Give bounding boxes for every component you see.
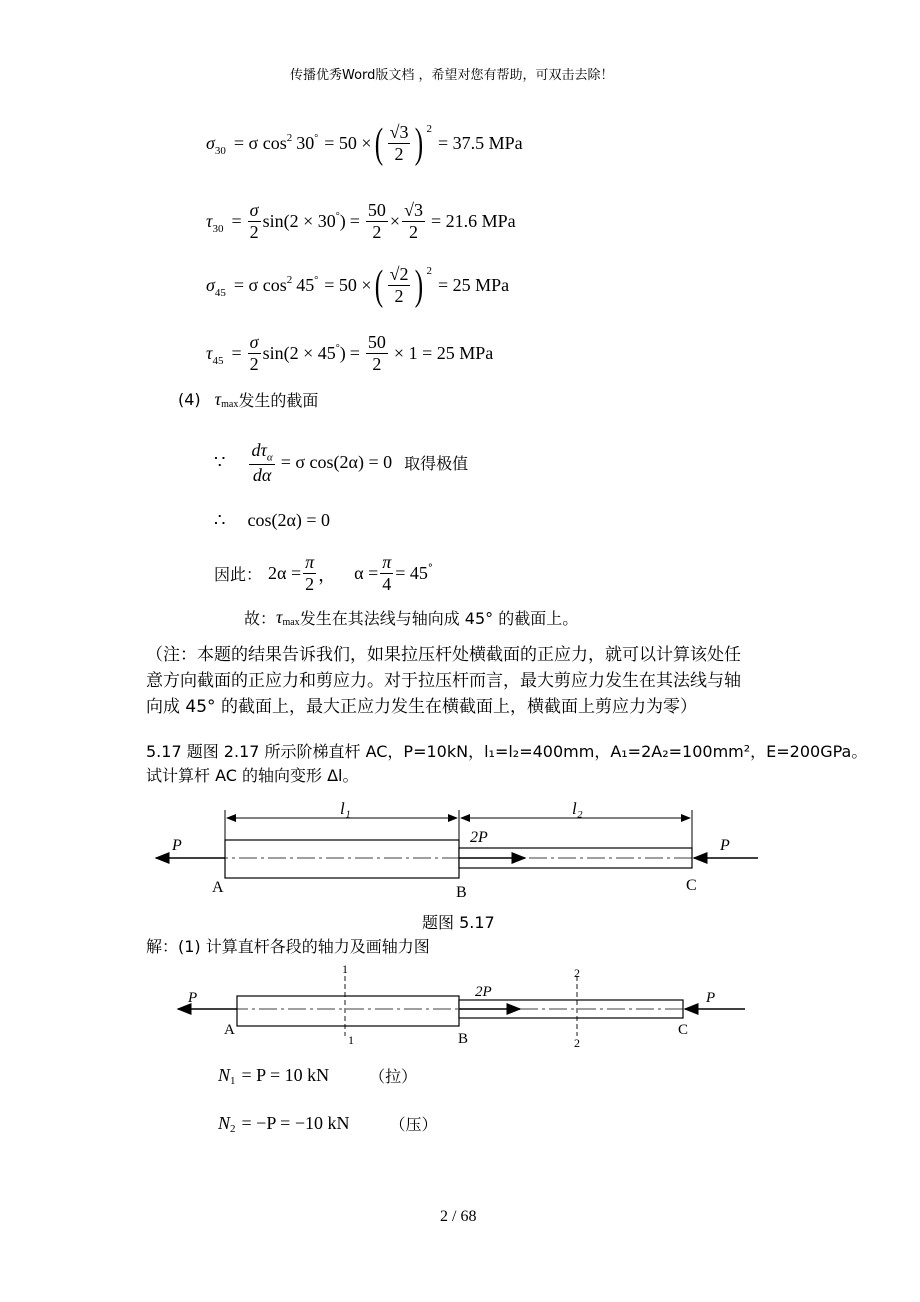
svg-text:A: A [212,879,224,896]
page-header: 传播优秀Word版文档 ，希望对您有帮助，可双击去除！ [290,68,614,83]
svg-text:1: 1 [348,1033,354,1047]
problem-statement: 5.17 题图 2.17 所示阶梯直杆 AC，P=10kN，l₁=l₂=400mm，A₁=2A₂=100mm²，E=200GPa。 试计算杆 AC 的轴向变形 Δl。 [146,742,868,785]
page-number: 2 / 68 [440,1208,477,1225]
svg-text:2: 2 [574,1036,580,1050]
svg-text:B: B [458,1031,469,1047]
svg-text:1: 1 [342,962,348,976]
step-4-heading: (4) τ $_{max}$ 发生的截面 [178,389,319,410]
conclusion-line: 故： τ $_{max}$ 发生在其法线与轴向成 45° 的截面上。 [244,607,579,628]
equation-sigma-45: σ $_{45}$ = σ cos $^2$ 45 ° = 50 × ( $\frac{√2}{2}$ ) $^2$ = 25 MPa [206,262,510,309]
figure-caption: 题图 5.17 [422,913,495,932]
note-paragraph: （注：本题的结果告诉我们，如果拉压杆处横截面的正应力，就可以计算该处任 意方向截面的正应力和剪应力。对于拉压杆而言，最大剪应力发生在其法线与轴 向成 45° 的截面上，最大正应力发生在横截面上，横截面上剪应力为零） [146,645,741,717]
svg-text:B: B [456,884,467,900]
svg-text:P: P [706,990,716,1006]
axial-force-N1: N $_1$ = P = 10 kN （拉） [218,1065,418,1087]
because-line: ∵ $\frac{d\tau_\alpha}{d\alpha}$ = σ cos(2α) = 0 取得极值 [214,440,469,485]
equation-tau-30: τ $_{30}$ = $\frac{\sigma}{2}$ sin(2 × 30 ° ) = $\frac{50}{2}$ × $\frac{√3}{2}$ = 21.6 MPa [206,200,516,242]
svg-text:P: P [720,837,730,854]
label-l1: l₁ [340,800,351,818]
figure-stepped-bar [140,800,780,900]
svg-text:2P: 2P [475,984,492,1000]
svg-text:C: C [678,1022,689,1038]
figure-sections [170,960,760,1050]
svg-text:P: P [172,837,182,854]
svg-text:P: P [188,990,198,1006]
bar-segment-1 [225,840,459,878]
svg-text:2P: 2P [470,829,488,846]
axial-force-N2: N $_2$ = −P = −10 kN （压） [218,1113,438,1135]
bar2-segment-1 [237,996,459,1026]
svg-text:A: A [224,1022,235,1038]
therefore-line: ∴ cos(2α) = 0 [214,510,331,530]
svg-text:2: 2 [574,966,580,980]
label-l2: l₂ [572,800,583,818]
hence-line: 因此： 2α = $\frac{\pi}{2}$ ， α = $\frac{\pi}{4}$ = 45 ° [214,552,433,594]
equation-tau-45: τ $_{45}$ = $\frac{\sigma}{2}$ sin(2 × 45 ° ) = $\frac{50}{2}$ × 1 = 25 MPa [206,332,494,374]
svg-text:C: C [686,877,697,894]
equation-sigma-30: σ $_{30}$ = σ cos $^2$ 30 ° = 50 × ( $\frac{√3}{2}$ ) $^2$ = 37.5 MPa [206,120,523,167]
solution-heading: 解：(1) 计算直杆各段的轴力及画轴力图 [146,937,430,956]
